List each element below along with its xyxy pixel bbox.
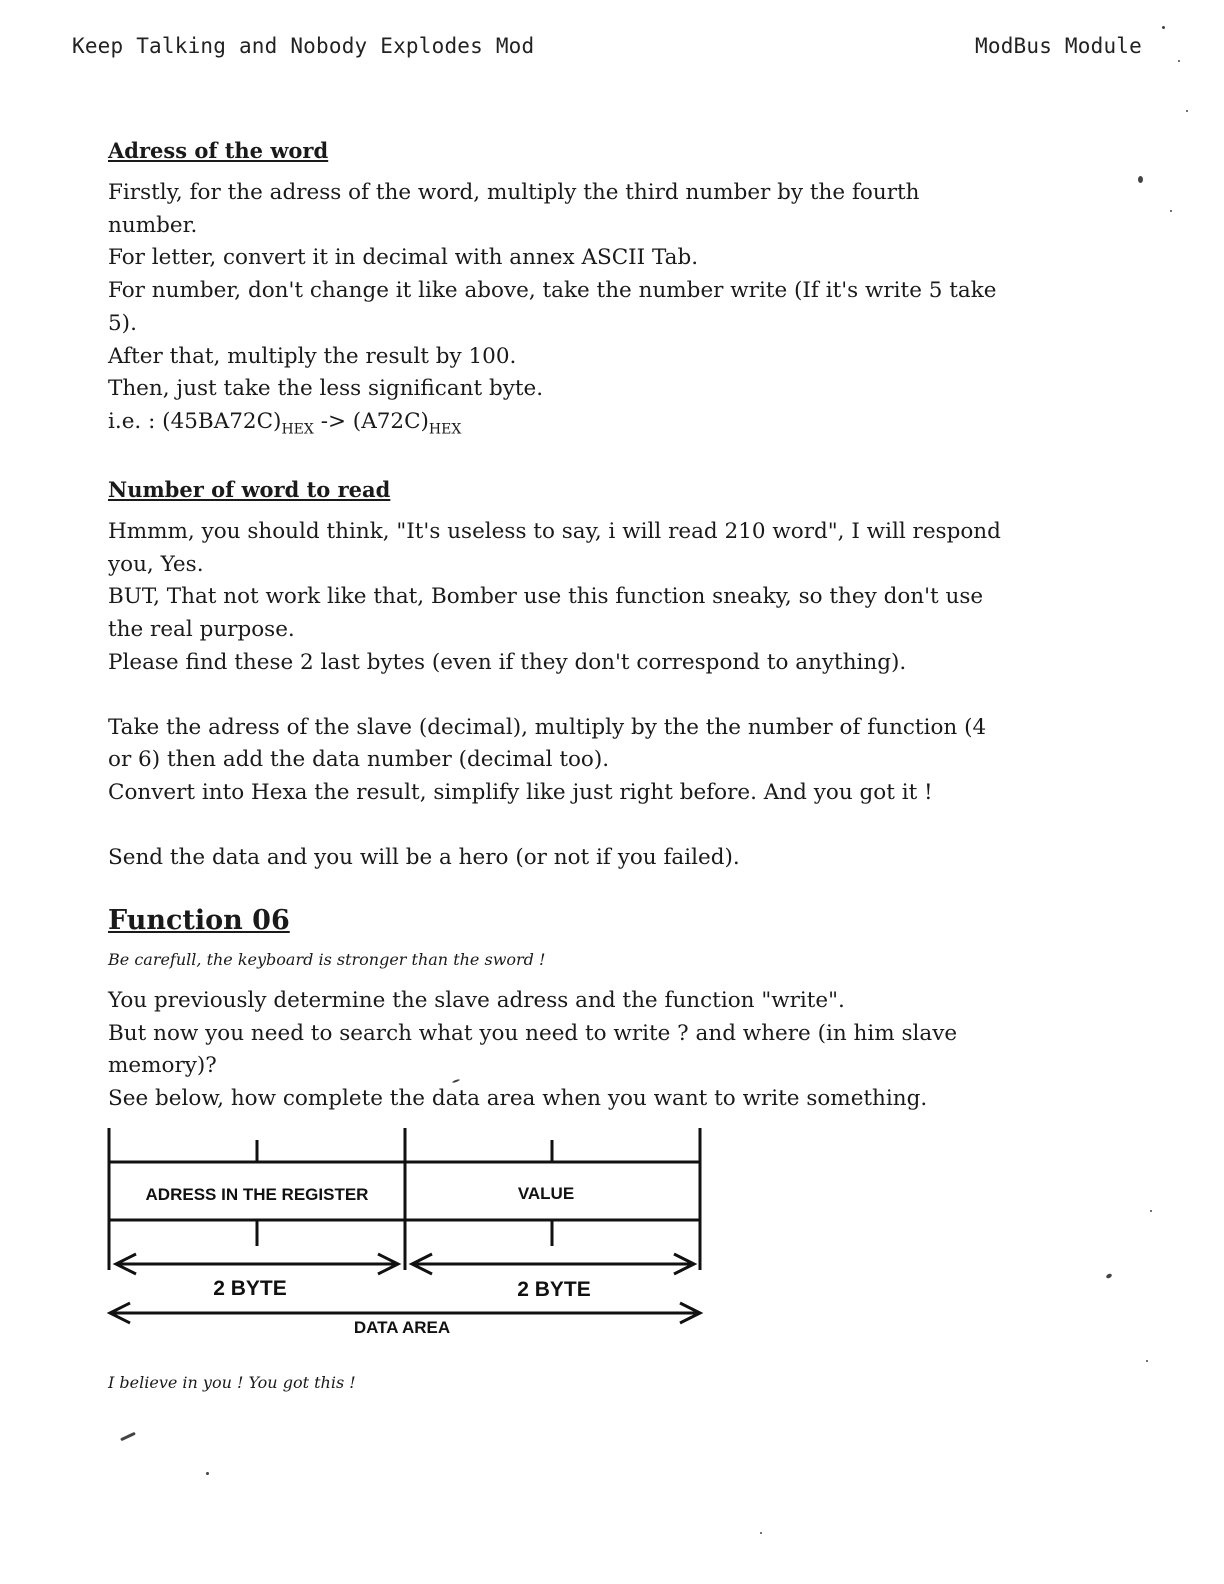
function-line-4: See below, how complete the data area when you want to write something. [108, 1086, 928, 1112]
speck [1105, 1273, 1112, 1279]
address-line-3: For letter, convert it in decimal with annex ASCII Tab. [108, 245, 699, 271]
speck [1150, 1210, 1152, 1212]
number-line-6: Take the adress of the slave (decimal), multiply by the the number of function (4 [108, 714, 987, 740]
closing-note: I believe in you ! You got this ! [108, 1373, 356, 1392]
data-area-diagram [100, 1124, 720, 1344]
address-paragraph [108, 177, 1108, 446]
number-paragraph [108, 516, 1108, 680]
speck [1178, 60, 1180, 62]
section-function-06 [108, 905, 1108, 1116]
section-number-of-words [108, 477, 1108, 874]
example-arrow: -> (A72C) [313, 408, 429, 434]
number-line-7: or 6) then add the data number (decimal too). [108, 747, 610, 773]
header-title-right: ModBus Module [975, 34, 1142, 58]
function-06-subtitle: Be carefull, the keyboard is stronger than the sword ! [108, 950, 546, 969]
send-line: Send the data and you will be a hero (or not if you failed). [108, 844, 740, 870]
size-label-1: 2 BYTE [213, 1277, 287, 1300]
address-line-5: 5). [108, 310, 137, 336]
function-line-2: But now you need to search what you need to write ? and where (in him slave [108, 1020, 958, 1046]
function-06-paragraph [108, 985, 1108, 1116]
header-title-left: Keep Talking and Nobody Explodes Mod [72, 34, 535, 58]
field-address-label: ADRESS IN THE REGISTER [145, 1185, 369, 1204]
speck [1146, 1360, 1148, 1362]
example-sub-1: HEX [281, 421, 314, 438]
field-value-label: VALUE [517, 1184, 575, 1203]
number-paragraph-3 [108, 842, 1108, 875]
speck [206, 1472, 209, 1475]
number-line-1: Hmmm, you should think, "It's useless to say, i will read 210 word", I will respond [108, 519, 1001, 544]
number-line-4: the real purpose. [108, 617, 295, 643]
section-title-number: Number of word to read [108, 477, 391, 502]
size-label-2: 2 BYTE [517, 1278, 591, 1301]
section-address [108, 138, 1108, 446]
speck [120, 1432, 136, 1441]
data-area-label: DATA AREA [353, 1318, 451, 1337]
address-line-2: number. [108, 212, 198, 238]
address-line-7: Then, just take the less significant byte. [108, 376, 544, 402]
address-line-4: For number, don't change it like above, take the number write (If it's write 5 take [108, 278, 997, 304]
address-line-1: Firstly, for the adress of the word, multiply the third number by the fourth [108, 180, 920, 205]
speck [1186, 110, 1188, 112]
example-sub-2: HEX [428, 421, 462, 438]
number-paragraph-2 [108, 712, 1108, 810]
function-line-1: You previously determine the slave adress and the function "write". [108, 988, 845, 1013]
speck [760, 1532, 762, 1534]
number-line-2: you, Yes. [108, 551, 204, 577]
example-prefix: i.e. : (45BA72C) [108, 408, 282, 434]
number-line-5: Please find these 2 last bytes (even if they don't correspond to anything). [108, 649, 907, 675]
speck [1138, 176, 1143, 183]
speck [1170, 210, 1172, 212]
address-line-6: After that, multiply the result by 100. [108, 343, 517, 369]
speck [1162, 26, 1165, 29]
section-title-address: Adress of the word [108, 138, 329, 163]
address-example [108, 406, 1108, 446]
number-line-3: BUT, That not work like that, Bomber use this function sneaky, so they don't use [108, 584, 984, 610]
number-line-8: Convert into Hexa the result, simplify like just right before. And you got it ! [108, 779, 933, 805]
function-06-title: Function 06 [108, 905, 290, 936]
function-line-3: memory)? [108, 1053, 217, 1079]
